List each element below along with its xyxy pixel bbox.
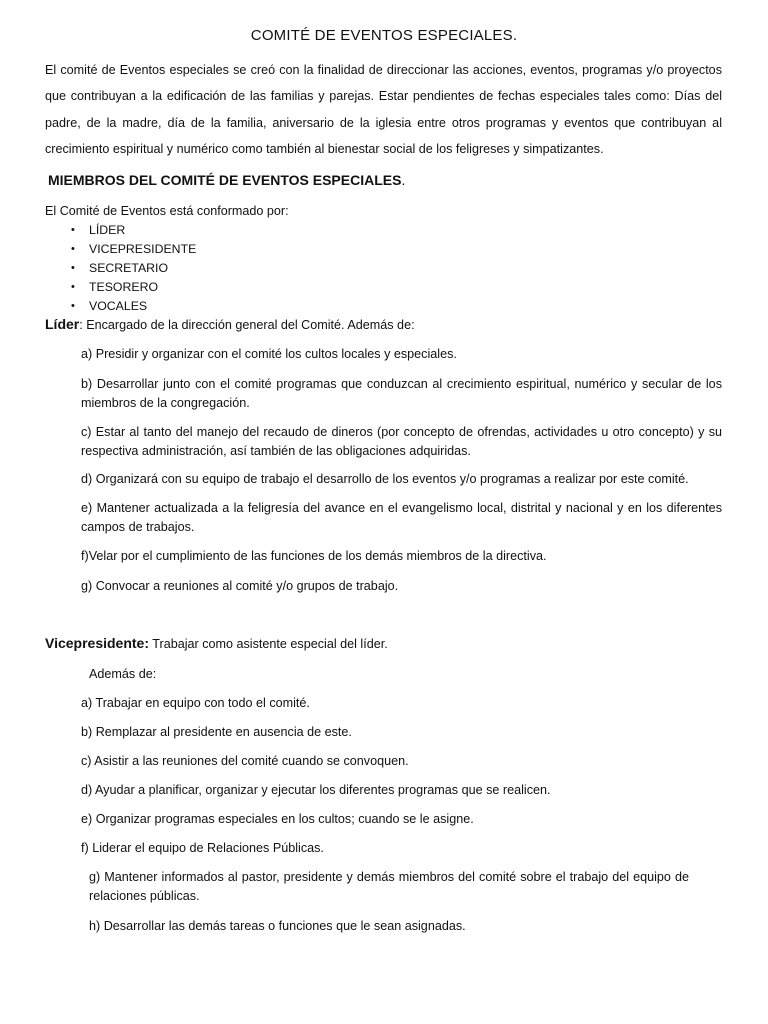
members-heading: [48, 172, 405, 188]
lider-item-f: f)Velar por el cumplimiento de las funciones de los demás miembros de la directiva.: [81, 549, 547, 563]
bullet-icon: •: [71, 224, 75, 236]
bullet-icon: •: [71, 300, 75, 312]
role-label: SECRETARIO: [89, 261, 169, 275]
bullet-icon: •: [71, 281, 75, 293]
list-item: [71, 297, 196, 316]
vice-item-g: g) Mantener informados al pastor, presidente y demás miembros del comité sobre el trabajo del equipo de relaciones públicas.: [89, 870, 689, 903]
vice-item-e: e) Organizar programas especiales en los cultos; cuando se le asigne.: [81, 812, 474, 826]
bullet-icon: •: [71, 243, 75, 255]
vicepresidente-heading: [45, 635, 388, 651]
document-title: COMITÉ DE EVENTOS ESPECIALES.: [250, 27, 518, 44]
list-item: [71, 221, 196, 240]
list-item: [71, 259, 196, 278]
roles-list: [71, 221, 196, 316]
vice-item-c: c) Asistir a las reuniones del comité cuando se convoquen.: [81, 754, 409, 768]
intro-paragraph: El comité de Eventos especiales se creó con la finalidad de direccionar las acciones, eventos, programas y/o proyectos que contribuyan a la edificación de las familias y parejas. Estar pendientes de fechas especiales tales como: Días del padre, de la madre, día de la familia, aniversario de la iglesia entre otros programas y eventos que contribuyan al crecimiento espiritual y numérico como también al bienestar social de los feligreses y simpatizantes.: [45, 63, 722, 156]
vice-item-f: f) Liderar el equipo de Relaciones Públicas.: [81, 841, 324, 855]
role-label: VOCALES: [89, 299, 148, 313]
lider-name: Líder: [45, 316, 80, 332]
members-heading-text: MIEMBROS DEL COMITÉ DE EVENTOS ESPECIALES: [48, 172, 402, 188]
bullet-icon: •: [71, 262, 75, 274]
list-item: [71, 278, 196, 297]
lider-item-d: d) Organizará con su equipo de trabajo el desarrollo de los eventos y/o programas a realizar por este comité.: [81, 472, 689, 486]
vicepresidente-name: Vicepresidente:: [45, 635, 150, 651]
vicepresidente-description: Trabajar como asistente especial del líder.: [149, 637, 388, 651]
lider-heading: [45, 316, 415, 332]
lider-item-g: g) Convocar a reuniones al comité y/o grupos de trabajo.: [81, 579, 399, 593]
vice-item-d: d) Ayudar a planificar, organizar y ejecutar los diferentes programas que se realicen.: [81, 783, 551, 797]
vicepresidente-ademas: Además de:: [89, 667, 157, 681]
vice-item-b: b) Remplazar al presidente en ausencia de este.: [81, 725, 352, 739]
members-heading-suffix: .: [401, 172, 406, 188]
role-label: TESORERO: [89, 280, 159, 294]
list-item: [71, 240, 196, 259]
vice-item-h: h) Desarrollar las demás tareas o funciones que le sean asignadas.: [89, 919, 466, 933]
vice-item-a: a) Trabajar en equipo con todo el comité.: [81, 696, 310, 710]
role-label: VICEPRESIDENTE: [89, 242, 197, 256]
lider-item-a: a) Presidir y organizar con el comité los cultos locales y especiales.: [81, 347, 457, 361]
role-label: LÍDER: [89, 223, 126, 237]
lider-item-e: e) Mantener actualizada a la feligresía del avance en el evangelismo local, distrital y nacional y en los diferentes campos de trabajos.: [81, 501, 722, 534]
lider-description: : Encargado de la dirección general del Comité. Además de:: [79, 318, 415, 332]
members-intro: El Comité de Eventos está conformado por:: [45, 204, 289, 218]
lider-item-c: c) Estar al tanto del manejo del recaudo de dineros (por concepto de ofrendas, actividades u otro concepto) y su respectiva administración, así también de las obligaciones adquiridas.: [81, 425, 722, 458]
lider-item-b: b) Desarrollar junto con el comité programas que conduzcan al crecimiento espiritual, numérico y secular de los miembros de la congregación.: [81, 377, 722, 410]
